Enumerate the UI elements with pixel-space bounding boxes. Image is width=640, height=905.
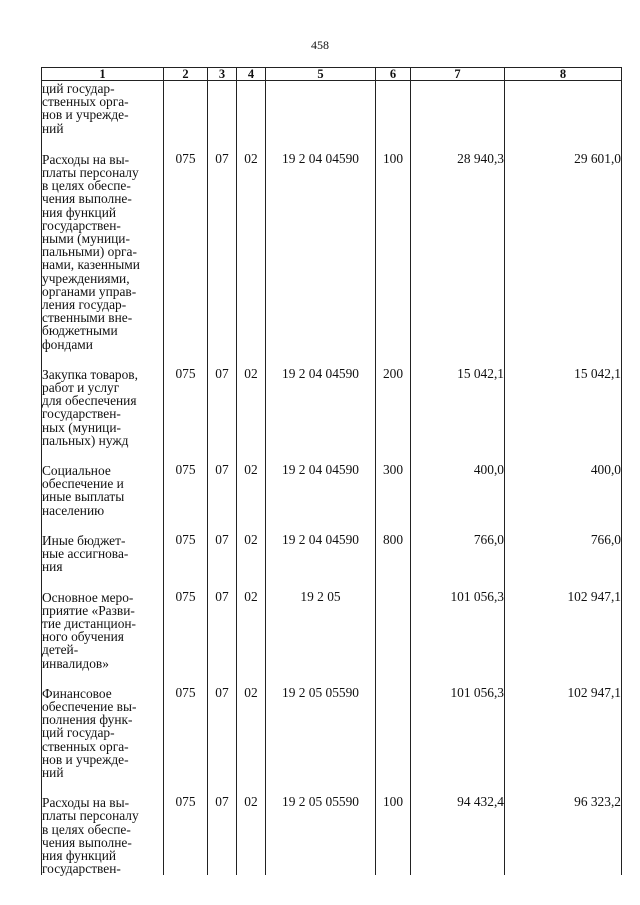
cell-amount-year1 [411,81,505,152]
table-row [42,533,622,590]
table-row [42,590,622,686]
row-name: Социальное обеспечение и иные выплаты населению [42,463,164,533]
column-header: 1 [42,68,164,81]
cell-subsection: 02 [237,463,266,533]
cell-ministry-code: 075 [164,463,208,533]
cell-amount-year1: 400,0 [411,463,505,533]
cell-target-article: 19 2 05 [266,590,376,686]
cell-section: 07 [208,590,237,686]
row-name: Иные бюджет- ные ассигнова- ния [42,533,164,590]
column-header: 7 [411,68,505,81]
cell-subsection: 02 [237,795,266,875]
table-row [42,463,622,533]
cell-expense-type: 100 [376,795,411,875]
cell-expense-type [376,81,411,152]
cell-target-article: 19 2 04 04590 [266,463,376,533]
column-header: 3 [208,68,237,81]
cell-subsection: 02 [237,686,266,795]
row-name: Основное меро- приятие «Разви- тие дистанцион- ного обучения детей- инвалидов» [42,590,164,686]
row-name: ций государ- ственных орга- нов и учрежде- ний [42,81,164,152]
cell-amount-year2: 96 323,2 [505,795,622,875]
column-header: 4 [237,68,266,81]
cell-amount-year2: 102 947,1 [505,686,622,795]
cell-expense-type: 100 [376,152,411,367]
cell-target-article [266,81,376,152]
cell-amount-year1: 766,0 [411,533,505,590]
cell-subsection: 02 [237,533,266,590]
cell-ministry-code: 075 [164,590,208,686]
cell-expense-type: 800 [376,533,411,590]
budget-table [41,67,622,875]
cell-section: 07 [208,533,237,590]
column-header: 2 [164,68,208,81]
cell-ministry-code [164,81,208,152]
cell-amount-year2: 400,0 [505,463,622,533]
row-name: Расходы на вы- платы персоналу в целях обеспе- чения выполне- ния функций государствен- ными (муници- пальными) орга- нами, казенными учреждениями, органами управ- ления государ- ственными вне- бюджетными фондами [42,152,164,367]
cell-section [208,81,237,152]
cell-expense-type: 200 [376,367,411,463]
cell-target-article: 19 2 04 04590 [266,533,376,590]
cell-section: 07 [208,795,237,875]
page-number: 458 [311,38,329,52]
cell-amount-year1: 101 056,3 [411,590,505,686]
cell-amount-year1: 94 432,4 [411,795,505,875]
cell-expense-type [376,590,411,686]
column-header: 8 [505,68,622,81]
cell-target-article: 19 2 05 05590 [266,686,376,795]
cell-ministry-code: 075 [164,533,208,590]
cell-section: 07 [208,463,237,533]
table-row [42,795,622,875]
cell-subsection: 02 [237,590,266,686]
cell-subsection: 02 [237,367,266,463]
row-name: Финансовое обеспечение вы- полнения функ- ций государ- ственных орга- нов и учрежде- ний [42,686,164,795]
cell-expense-type: 300 [376,463,411,533]
table-row [42,81,622,152]
cell-target-article: 19 2 04 04590 [266,367,376,463]
table-row [42,686,622,795]
table-row [42,367,622,463]
cell-section: 07 [208,367,237,463]
cell-section: 07 [208,152,237,367]
cell-amount-year1: 15 042,1 [411,367,505,463]
cell-ministry-code: 075 [164,686,208,795]
cell-ministry-code: 075 [164,367,208,463]
cell-section: 07 [208,686,237,795]
cell-amount-year1: 28 940,3 [411,152,505,367]
cell-target-article: 19 2 04 04590 [266,152,376,367]
cell-amount-year2: 29 601,0 [505,152,622,367]
cell-subsection: 02 [237,152,266,367]
column-header: 5 [266,68,376,81]
table-row [42,152,622,367]
cell-expense-type [376,686,411,795]
cell-target-article: 19 2 05 05590 [266,795,376,875]
column-header: 6 [376,68,411,81]
row-name: Закупка товаров, работ и услуг для обеспечения государствен- ных (муници- пальных) нужд [42,367,164,463]
cell-ministry-code: 075 [164,795,208,875]
cell-subsection [237,81,266,152]
row-name: Расходы на вы- платы персоналу в целях обеспе- чения выполне- ния функций государствен- [42,795,164,875]
cell-ministry-code: 075 [164,152,208,367]
cell-amount-year1: 101 056,3 [411,686,505,795]
table-header-row [42,68,622,81]
cell-amount-year2 [505,81,622,152]
cell-amount-year2: 15 042,1 [505,367,622,463]
cell-amount-year2: 102 947,1 [505,590,622,686]
cell-amount-year2: 766,0 [505,533,622,590]
